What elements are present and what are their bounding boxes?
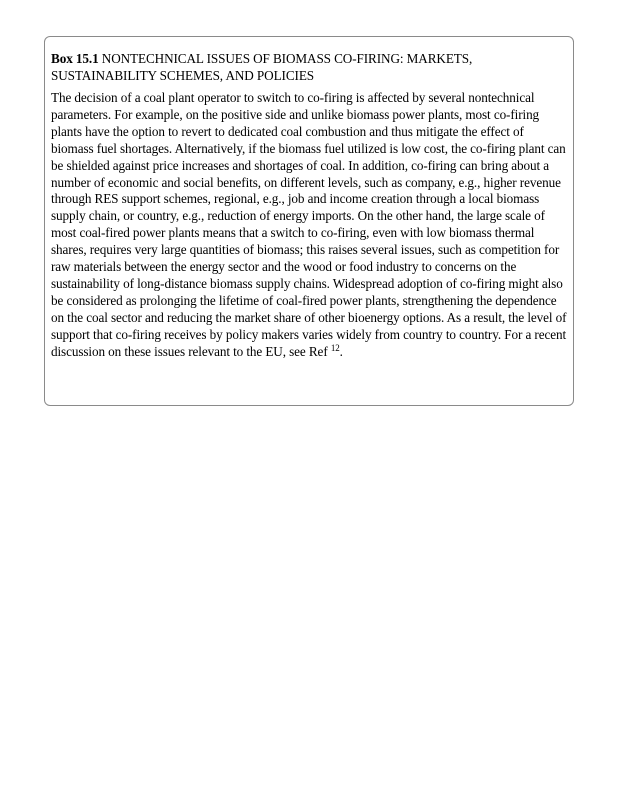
info-box <box>44 36 574 406</box>
reference-superscript: 12 <box>330 342 340 353</box>
box-body-text: The decision of a coal plant operator to switch to co-firing is affected by several nontechnical parameters. For example, on the positive side and unlike biomass power plants, most co-firing plants have the option to revert to dedicated coal combustion and thus mitigate the effect of biomass fuel shortages. Alternatively, if the biomass fuel utilized is low cost, the co-firing plant can be shielded against price increases and shortages of coal. In addition, co-firing can bring about a number of economic and social benefits, on different levels, such as company, e.g., higher revenue through RES support schemes, regional, e.g., job and income creation through a local biomass supply chain, or country, e.g., reduction of energy imports. On the other hand, the large scale of most coal-fired power plants means that a switch to co-firing, even with low biomass thermal shares, requires very large quantities of biomass; this raises several issues, such as competition for raw materials between the energy sector and the wood or food industry to concerns on the sustainability of long-distance biomass supply chains. Widespread adoption of co-firing might also be considered as prolonging the lifetime of coal-fired power plants, strengthening the dependence on the coal sector and reducing the market share of other bioenergy options. As a result, the level of support that co-firing receives by policy makers varies widely from country to country. For a recent discussion on these issues relevant to the EU, see Ref <box>51 90 567 359</box>
box-body <box>51 90 567 361</box>
box-title: NONTECHNICAL ISSUES OF BIOMASS CO-FIRING: MARKETS, SUSTAINABILITY SCHEMES, AND POLICIES <box>51 51 473 83</box>
box-heading <box>51 50 567 84</box>
end-punctuation: . <box>339 343 343 359</box>
box-label: Box 15.1 <box>51 51 99 66</box>
